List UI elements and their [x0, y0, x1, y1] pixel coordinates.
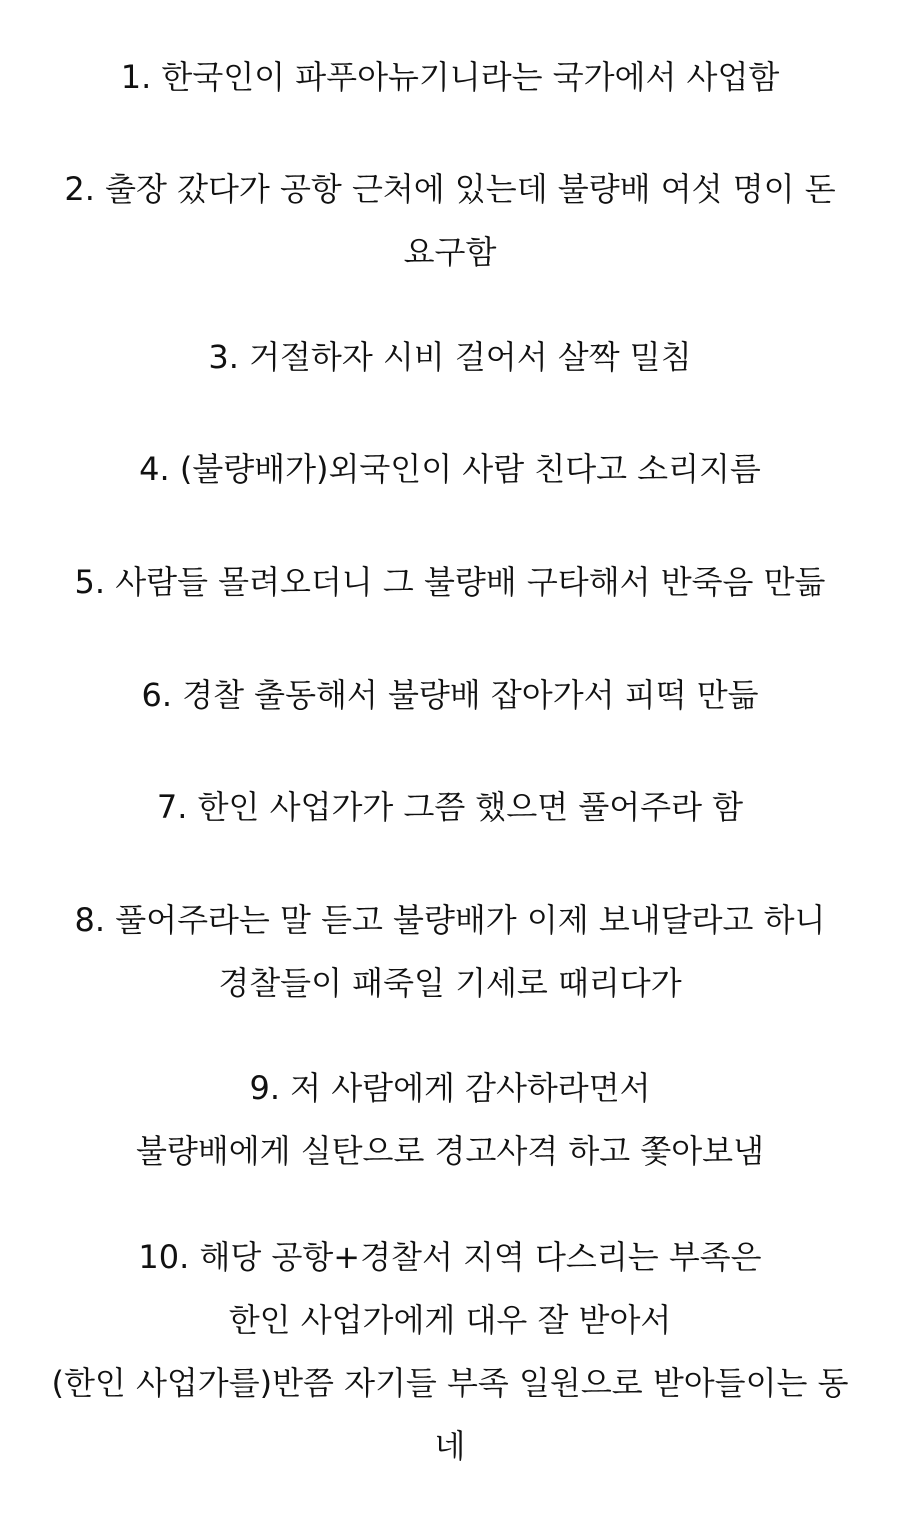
- item-line: 9. 저 사람에게 감사하라면서: [249, 1069, 651, 1107]
- item-line: 7. 한인 사업가가 그쯤 했으면 풀어주라 함: [156, 788, 744, 826]
- item-line: 5. 사람들 몰려오더니 그 불량배 구타해서 반죽음 만듦: [74, 563, 826, 601]
- item-line: 1. 한국인이 파푸아뉴기니라는 국가에서 사업함: [120, 58, 780, 96]
- item-line: 6. 경찰 출동해서 불량배 잡아가서 피떡 만듦: [141, 676, 759, 714]
- list-item: [20, 1226, 880, 1478]
- item-line: 3. 거절하자 시비 걸어서 살짝 밀침: [208, 338, 692, 376]
- list-item: [20, 158, 880, 284]
- item-line: 요구함: [403, 233, 497, 271]
- item-line: 네: [434, 1427, 466, 1465]
- item-line: 4. (불량배가)외국인이 사람 친다고 소리지름: [139, 450, 761, 488]
- item-line: 한인 사업가에게 대우 잘 받아서: [228, 1301, 672, 1339]
- item-line: 8. 풀어주라는 말 듣고 불량배가 이제 보내달라고 하니: [74, 901, 826, 939]
- list-item: [20, 664, 880, 727]
- list-item: [20, 776, 880, 839]
- list-item: [20, 551, 880, 614]
- item-line: 2. 출장 갔다가 공항 근처에 있는데 불량배 여섯 명이 돈: [64, 170, 836, 208]
- list-item: [20, 326, 880, 389]
- item-line: 경찰들이 패죽일 기세로 때리다가: [218, 964, 682, 1002]
- list-item: [20, 438, 880, 501]
- list-item: [20, 889, 880, 1015]
- item-line: 10. 해당 공항+경찰서 지역 다스리는 부족은: [138, 1238, 762, 1276]
- item-line: (한인 사업가를)반쯤 자기들 부족 일원으로 받아들이는 동: [51, 1364, 849, 1402]
- list-item: [20, 1057, 880, 1183]
- list-item: [20, 46, 880, 109]
- item-line: 불량배에게 실탄으로 경고사격 하고 쫓아보냄: [135, 1132, 765, 1170]
